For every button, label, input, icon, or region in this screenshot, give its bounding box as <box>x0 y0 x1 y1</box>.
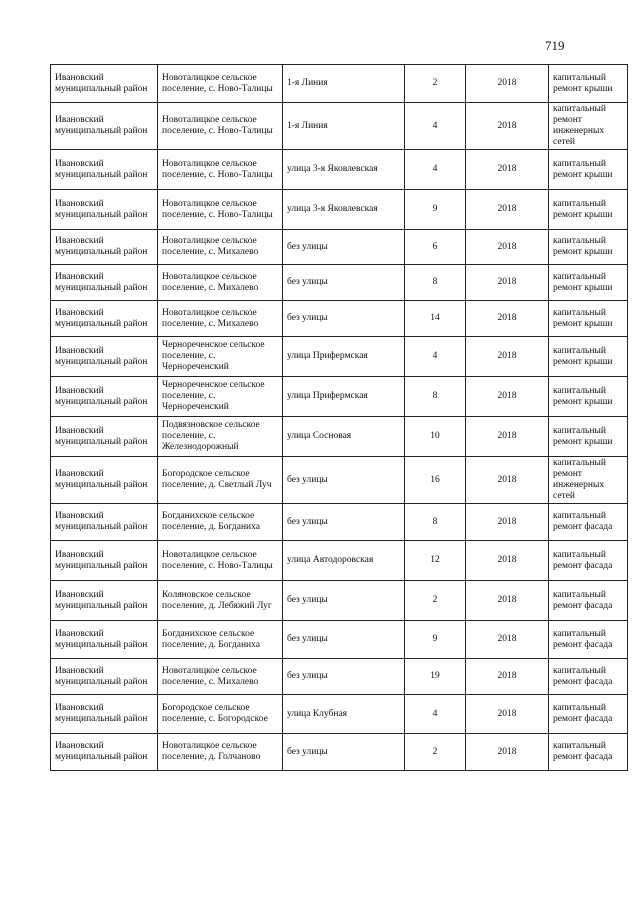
house-number-cell: 2 <box>405 734 466 771</box>
house-number-cell: 10 <box>405 417 466 457</box>
house-number-cell: 8 <box>405 377 466 417</box>
street-cell: улица 3-я Яковлевская <box>283 150 405 190</box>
street-cell: улица Клубная <box>283 695 405 734</box>
work-type-cell: капитальный ремонт крыши <box>549 65 628 103</box>
year-cell: 2018 <box>466 265 549 301</box>
settlement-cell: Чернореченское сельское поселение, с. Чернореченский <box>158 377 283 417</box>
street-cell: без улицы <box>283 734 405 771</box>
year-cell: 2018 <box>466 621 549 659</box>
work-type-cell: капитальный ремонт фасада <box>549 734 628 771</box>
settlement-cell: Новоталицкое сельское поселение, с. Ново-Талицы <box>158 150 283 190</box>
work-type-cell: капитальный ремонт крыши <box>549 190 628 230</box>
settlement-cell: Новоталицкое сельское поселение, д. Голчаново <box>158 734 283 771</box>
district-cell: Ивановский муниципальный район <box>51 150 158 190</box>
district-cell: Ивановский муниципальный район <box>51 734 158 771</box>
street-cell: без улицы <box>283 659 405 695</box>
street-cell: без улицы <box>283 457 405 504</box>
district-cell: Ивановский муниципальный район <box>51 541 158 581</box>
work-type-cell: капитальный ремонт крыши <box>549 265 628 301</box>
table-row <box>51 230 628 265</box>
street-cell: улица Автодоровская <box>283 541 405 581</box>
street-cell: без улицы <box>283 301 405 337</box>
settlement-cell: Богородское сельское поселение, д. Светлый Луч <box>158 457 283 504</box>
table-row <box>51 103 628 150</box>
district-cell: Ивановский муниципальный район <box>51 417 158 457</box>
year-cell: 2018 <box>466 581 549 621</box>
settlement-cell: Богданихское сельское поселение, д. Богданиха <box>158 504 283 541</box>
year-cell: 2018 <box>466 65 549 103</box>
street-cell: 1-я Линия <box>283 103 405 150</box>
table-row <box>51 541 628 581</box>
house-number-cell: 6 <box>405 230 466 265</box>
settlement-cell: Богородское сельское поселение, с. Богородское <box>158 695 283 734</box>
settlement-cell: Подвязновское сельское поселение, с. Железнодорожный <box>158 417 283 457</box>
year-cell: 2018 <box>466 541 549 581</box>
year-cell: 2018 <box>466 734 549 771</box>
table-row <box>51 301 628 337</box>
table-row <box>51 190 628 230</box>
district-cell: Ивановский муниципальный район <box>51 621 158 659</box>
settlement-cell: Новоталицкое сельское поселение, с. Ново-Талицы <box>158 541 283 581</box>
house-number-cell: 9 <box>405 621 466 659</box>
table-row <box>51 150 628 190</box>
district-cell: Ивановский муниципальный район <box>51 190 158 230</box>
work-type-cell: капитальный ремонт фасада <box>549 541 628 581</box>
district-cell: Ивановский муниципальный район <box>51 695 158 734</box>
year-cell: 2018 <box>466 659 549 695</box>
table-body <box>51 65 628 771</box>
table-row <box>51 417 628 457</box>
district-cell: Ивановский муниципальный район <box>51 659 158 695</box>
table-row <box>51 457 628 504</box>
table-row <box>51 734 628 771</box>
work-type-cell: капитальный ремонт крыши <box>549 150 628 190</box>
street-cell: без улицы <box>283 621 405 659</box>
work-type-cell: капитальный ремонт крыши <box>549 337 628 377</box>
district-cell: Ивановский муниципальный район <box>51 581 158 621</box>
settlement-cell: Новоталицкое сельское поселение, с. Михалево <box>158 301 283 337</box>
year-cell: 2018 <box>466 190 549 230</box>
settlement-cell: Новоталицкое сельское поселение, с. Ново-Талицы <box>158 103 283 150</box>
year-cell: 2018 <box>466 457 549 504</box>
district-cell: Ивановский муниципальный район <box>51 337 158 377</box>
district-cell: Ивановский муниципальный район <box>51 301 158 337</box>
year-cell: 2018 <box>466 103 549 150</box>
district-cell: Ивановский муниципальный район <box>51 457 158 504</box>
district-cell: Ивановский муниципальный район <box>51 265 158 301</box>
street-cell: без улицы <box>283 504 405 541</box>
work-type-cell: капитальный ремонт фасада <box>549 581 628 621</box>
housing-repair-table <box>50 64 628 771</box>
street-cell: без улицы <box>283 265 405 301</box>
house-number-cell: 2 <box>405 581 466 621</box>
street-cell: 1-я Линия <box>283 65 405 103</box>
house-number-cell: 4 <box>405 695 466 734</box>
street-cell: без улицы <box>283 230 405 265</box>
year-cell: 2018 <box>466 150 549 190</box>
street-cell: улица Прифермская <box>283 337 405 377</box>
year-cell: 2018 <box>466 377 549 417</box>
work-type-cell: капитальный ремонт крыши <box>549 230 628 265</box>
table-row <box>51 337 628 377</box>
district-cell: Ивановский муниципальный район <box>51 230 158 265</box>
street-cell: улица Сосновая <box>283 417 405 457</box>
house-number-cell: 12 <box>405 541 466 581</box>
district-cell: Ивановский муниципальный район <box>51 377 158 417</box>
street-cell: улица 3-я Яковлевская <box>283 190 405 230</box>
work-type-cell: капитальный ремонт крыши <box>549 301 628 337</box>
table-row <box>51 659 628 695</box>
house-number-cell: 4 <box>405 150 466 190</box>
table-row <box>51 621 628 659</box>
settlement-cell: Новоталицкое сельское поселение, с. Михалево <box>158 659 283 695</box>
settlement-cell: Чернореченское сельское поселение, с. Чернореченский <box>158 337 283 377</box>
year-cell: 2018 <box>466 301 549 337</box>
work-type-cell: капитальный ремонт фасада <box>549 504 628 541</box>
year-cell: 2018 <box>466 695 549 734</box>
house-number-cell: 2 <box>405 65 466 103</box>
settlement-cell: Новоталицкое сельское поселение, с. Ново-Талицы <box>158 190 283 230</box>
table-row <box>51 581 628 621</box>
work-type-cell: капитальный ремонт фасада <box>549 659 628 695</box>
house-number-cell: 16 <box>405 457 466 504</box>
house-number-cell: 4 <box>405 103 466 150</box>
settlement-cell: Коляновское сельское поселение, д. Лебяжий Луг <box>158 581 283 621</box>
house-number-cell: 9 <box>405 190 466 230</box>
street-cell: улица Прифермская <box>283 377 405 417</box>
table-row <box>51 504 628 541</box>
work-type-cell: капитальный ремонт инженерных сетей <box>549 103 628 150</box>
work-type-cell: капитальный ремонт фасада <box>549 621 628 659</box>
settlement-cell: Новоталицкое сельское поселение, с. Ново-Талицы <box>158 65 283 103</box>
house-number-cell: 14 <box>405 301 466 337</box>
work-type-cell: капитальный ремонт крыши <box>549 417 628 457</box>
settlement-cell: Новоталицкое сельское поселение, с. Михалево <box>158 230 283 265</box>
table-row <box>51 65 628 103</box>
house-number-cell: 8 <box>405 265 466 301</box>
district-cell: Ивановский муниципальный район <box>51 504 158 541</box>
work-type-cell: капитальный ремонт крыши <box>549 377 628 417</box>
table-row <box>51 265 628 301</box>
settlement-cell: Новоталицкое сельское поселение, с. Михалево <box>158 265 283 301</box>
table-row <box>51 695 628 734</box>
year-cell: 2018 <box>466 230 549 265</box>
table-row <box>51 377 628 417</box>
district-cell: Ивановский муниципальный район <box>51 65 158 103</box>
work-type-cell: капитальный ремонт инженерных сетей <box>549 457 628 504</box>
street-cell: без улицы <box>283 581 405 621</box>
year-cell: 2018 <box>466 417 549 457</box>
house-number-cell: 19 <box>405 659 466 695</box>
year-cell: 2018 <box>466 504 549 541</box>
district-cell: Ивановский муниципальный район <box>51 103 158 150</box>
year-cell: 2018 <box>466 337 549 377</box>
house-number-cell: 4 <box>405 337 466 377</box>
page-number: 719 <box>545 38 565 53</box>
settlement-cell: Богданихское сельское поселение, д. Богданиха <box>158 621 283 659</box>
work-type-cell: капитальный ремонт фасада <box>549 695 628 734</box>
house-number-cell: 8 <box>405 504 466 541</box>
